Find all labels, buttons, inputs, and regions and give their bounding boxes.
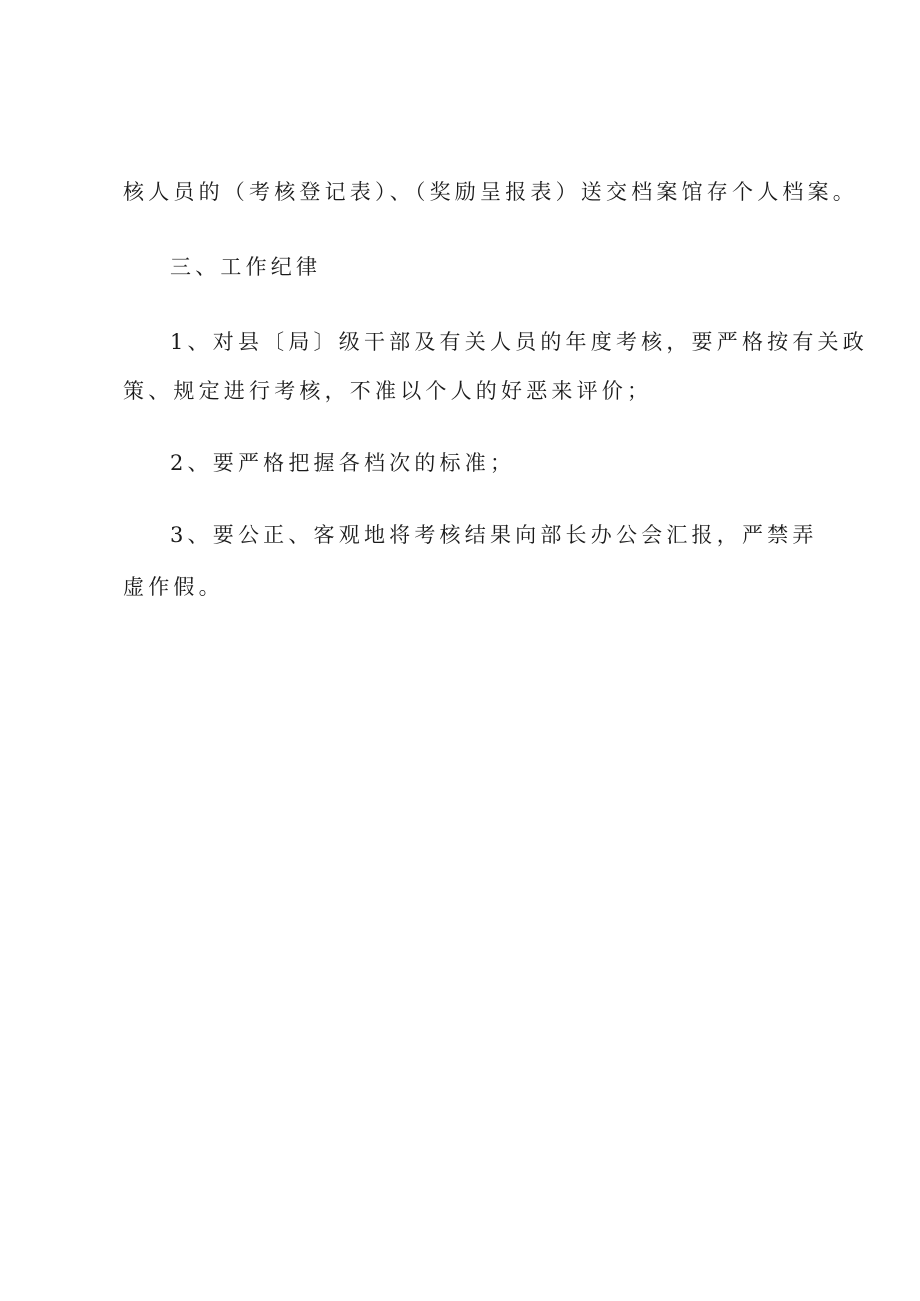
item-3-line-1: 3、要公正、客观地将考核结果向部长办公会汇报，严禁弄 (170, 523, 818, 547)
item-1-line-2: 策、规定进行考核，不准以个人的好恶来评价； (123, 379, 653, 403)
paragraph-continuation-line: 核人员的（考核登记表）、（奖励呈报表）送交档案馆存个人档案。 (123, 180, 858, 204)
section-heading-work-discipline: 三、工作纪律 (170, 255, 322, 279)
item-1-line-1: 1、对县〔局〕级干部及有关人员的年度考核，要严格按有关政 (170, 330, 868, 354)
item-3-line-2: 虚作假。 (123, 575, 224, 599)
item-2-line: 2、要严格把握各档次的标准； (170, 451, 516, 475)
